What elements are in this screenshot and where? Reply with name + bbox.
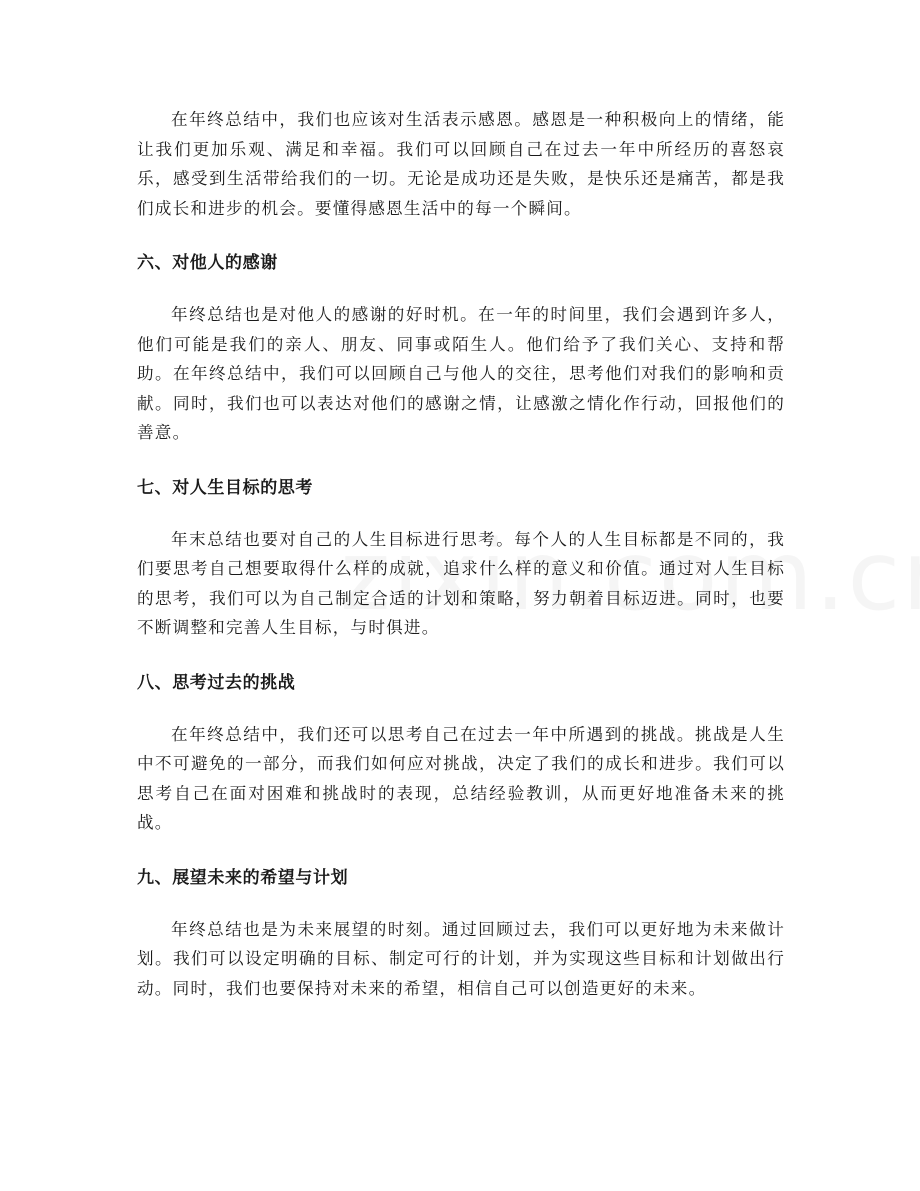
paragraph-life-goals: 年末总结也要对自己的人生目标进行思考。每个人的人生目标都是不同的，我们要思考自己想要取得什么样的成就，追求什么样的意义和价值。通过对人生目标的思考，我们可以为自己制定合适的计划和策略，努力朝着目标迈进。同时，也要不断调整和完善人生目标，与时俱进。 (137, 529, 785, 637)
heading-future-hopes: 九、展望未来的希望与计划 (137, 867, 349, 888)
heading-life-goals: 七、对人生目标的思考 (137, 477, 313, 498)
paragraph-thanks-to-others: 年终总结也是对他人的感谢的好时机。在一年的时间里，我们会遇到许多人，他们可能是我们的亲人、朋友、同事或陌生人。他们给予了我们关心、支持和帮助。在年终总结中，我们可以回顾自己与他人的交往，思考他们对我们的影响和贡献。同时，我们也可以表达对他们的感谢之情，让感激之情化作行动，回报他们的善意。 (137, 305, 785, 442)
paragraph-gratitude-to-life: 在年终总结中，我们也应该对生活表示感恩。感恩是一种积极向上的情绪，能让我们更加乐观、满足和幸福。我们可以回顾自己在过去一年中所经历的喜怒哀乐，感受到生活带给我们的一切。无论是成功还是失败，是快乐还是痛苦，都是我们成长和进步的机会。要懂得感恩生活中的每一个瞬间。 (137, 110, 785, 218)
heading-thanks-to-others: 六、对他人的感谢 (137, 253, 278, 273)
paragraph-past-challenges: 在年终总结中，我们还可以思考自己在过去一年中所遇到的挑战。挑战是人生中不可避免的一部分，而我们如何应对挑战，决定了我们的成长和进步。我们可以思考自己在面对困难和挑战时的表现，总结经验教训，从而更好地准备未来的挑战。 (137, 724, 785, 832)
heading-past-challenges: 八、思考过去的挑战 (137, 672, 296, 693)
document-body (137, 105, 785, 1003)
paragraph-future-hopes: 年终总结也是为未来展望的时刻。通过回顾过去，我们可以更好地为未来做计划。我们可以设定明确的目标、制定可行的计划，并为实现这些目标和计划做出行动。同时，我们也要保持对未来的希望，相信自己可以创造更好的未来。 (137, 919, 785, 998)
